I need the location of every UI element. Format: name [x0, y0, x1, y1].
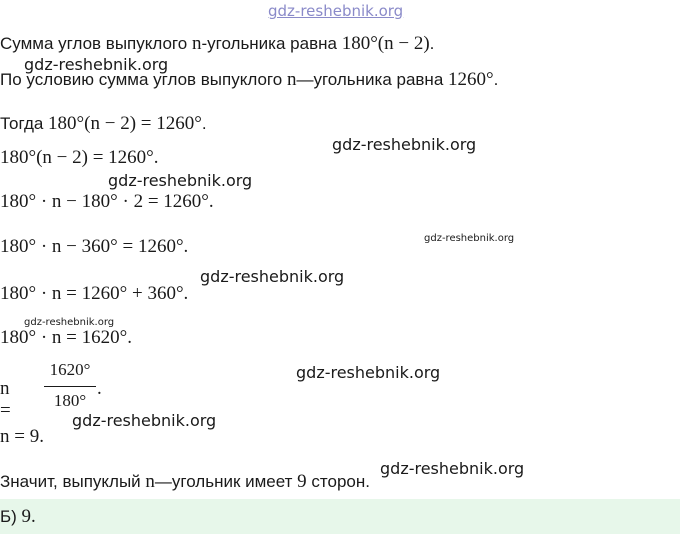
watermark: gdz-reshebnik.org	[72, 411, 217, 430]
math-expr: 180°(n − 2) = 1260°	[48, 113, 202, 134]
math-var: n	[145, 471, 155, 492]
equation-2: 180° · n − 180° · 2 = 1260°.	[0, 191, 214, 212]
fraction-bar	[44, 386, 96, 387]
math-num: 9	[297, 471, 307, 492]
answer-panel	[0, 499, 680, 534]
math-expr: 1260°	[448, 69, 494, 90]
watermark: gdz-reshebnik.org	[108, 171, 253, 190]
watermark: gdz-reshebnik.org	[24, 55, 169, 74]
text: .	[493, 70, 499, 89]
fraction-end: .	[97, 378, 102, 399]
answer-label: Б)	[0, 507, 22, 526]
text: Тогда	[0, 114, 49, 133]
math-var: n	[286, 69, 297, 90]
watermark: gdz-reshebnik.org	[296, 363, 441, 382]
equation-6: n = 9.	[0, 426, 44, 447]
equation-1: 180°(n − 2) = 1260°.	[0, 147, 159, 168]
text: .	[429, 34, 435, 53]
statement-line-3	[0, 113, 207, 135]
text: —угольник имеет	[154, 472, 298, 491]
equation-4: 180° · n = 1260° + 360°.	[0, 283, 189, 304]
watermark: gdz-reshebnik.org	[332, 135, 477, 154]
math-expr: 180°(n − 2)	[341, 33, 430, 54]
watermark-top[interactable]: gdz-reshebnik.org	[268, 2, 404, 20]
fraction-lhs: n =	[0, 378, 11, 421]
answer-text	[0, 506, 36, 528]
watermark: gdz-reshebnik.org	[200, 267, 345, 286]
answer-value: 9.	[21, 506, 36, 527]
statement-line-2	[0, 69, 498, 91]
equation-5: 180° · n = 1620°.	[0, 327, 132, 348]
watermark: gdz-reshebnik.org	[24, 317, 115, 328]
statement-line-1	[0, 33, 434, 55]
text: По условию сумма углов выпуклого	[0, 70, 287, 89]
text: сторон.	[306, 472, 370, 491]
text: Сумма углов выпуклого	[0, 34, 192, 53]
watermark: gdz-reshebnik.org	[380, 459, 525, 478]
text: .	[201, 114, 207, 133]
text: —угольника равна	[296, 70, 449, 89]
text: Значит, выпуклый	[0, 472, 146, 491]
math-var: n	[191, 33, 202, 54]
fraction-numerator: 1620°	[49, 360, 91, 379]
conclusion-line	[0, 471, 370, 493]
equation-3: 180° · n − 360° = 1260°.	[0, 236, 189, 257]
watermark: gdz-reshebnik.org	[424, 233, 515, 244]
fraction-denominator: 180°	[53, 391, 87, 410]
text: -угольника равна	[201, 34, 342, 53]
